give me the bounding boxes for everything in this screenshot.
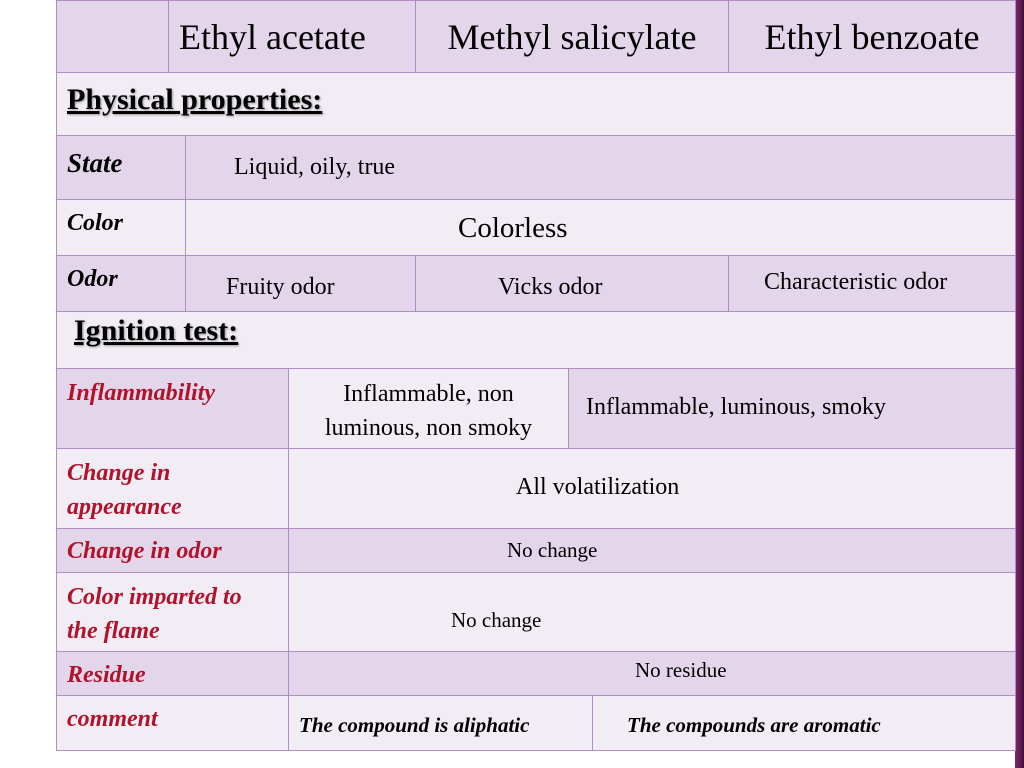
row-flame-label-line2: the flame (67, 618, 160, 644)
row-odor-change-label: Change in odor (67, 538, 222, 564)
row-appearance-label-line1: Change in (67, 460, 171, 486)
row-appearance-label-cell (56, 448, 289, 529)
header-ethyl-acetate-text: Ethyl acetate (179, 16, 366, 57)
row-state-label: State (67, 148, 123, 178)
row-inflammability-aliphatic-cell (288, 368, 569, 449)
header-ethyl-acetate (168, 0, 416, 73)
row-residue-label: Residue (67, 662, 146, 688)
row-residue-label-cell (56, 651, 289, 696)
row-state-value-cell (185, 135, 1016, 200)
row-residue-value: No residue (635, 658, 727, 682)
row-odor-change-value-cell (288, 528, 1016, 573)
header-methyl-salicylate (415, 0, 729, 73)
row-odor-methyl-salicylate-cell (415, 255, 729, 312)
row-comment-aromatic-cell (592, 695, 1016, 751)
row-inflammability-label-cell (56, 368, 289, 449)
row-odor-change-value: No change (507, 538, 598, 562)
row-residue-value-cell (288, 651, 1016, 696)
row-odor-label: Odor (67, 266, 118, 292)
section-ignition-test (56, 311, 1016, 369)
header-methyl-salicylate-text: Methyl salicylate (447, 16, 697, 57)
row-flame-value: No change (451, 608, 542, 632)
row-comment-aliphatic-cell (288, 695, 593, 751)
section-ignition-title: Ignition test: (74, 314, 239, 347)
row-inflammability-aliphatic-line1: Inflammable, non (343, 381, 514, 407)
row-odor-change-label-cell (56, 528, 289, 573)
row-comment-aromatic: The compounds are aromatic (627, 713, 881, 737)
row-appearance-value-cell (288, 448, 1016, 529)
row-color-value: Colorless (458, 212, 568, 244)
row-inflammability-aliphatic-line2: luminous, non smoky (324, 415, 533, 441)
row-appearance-label-line2: appearance (67, 494, 182, 520)
row-inflammability-aromatic: Inflammable, luminous, smoky (586, 394, 886, 420)
row-odor-ethyl-acetate: Fruity odor (226, 274, 335, 300)
row-flame-label-cell (56, 572, 289, 652)
row-comment-aliphatic: The compound is aliphatic (299, 713, 530, 737)
header-ethyl-benzoate-text: Ethyl benzoate (764, 16, 980, 57)
decorative-side-bar (1015, 0, 1024, 768)
row-odor-methyl-salicylate: Vicks odor (498, 274, 603, 300)
row-color-label-cell (56, 199, 186, 256)
row-inflammability-label: Inflammability (67, 380, 216, 406)
row-odor-label-cell (56, 255, 186, 312)
row-inflammability-aromatic-cell (568, 368, 1016, 449)
section-physical-title: Physical properties: (67, 83, 323, 116)
row-appearance-value: All volatilization (516, 474, 680, 500)
header-corner-cell (56, 0, 169, 73)
row-flame-label-line1: Color imparted to (67, 584, 242, 610)
page-margin (0, 0, 56, 768)
row-comment-label: comment (67, 706, 158, 732)
row-color-label: Color (67, 210, 124, 236)
row-state-value: Liquid, oily, true (234, 154, 396, 180)
row-flame-value-cell (288, 572, 1016, 652)
row-odor-ethyl-benzoate-cell (728, 255, 1016, 312)
row-color-value-cell (185, 199, 1016, 256)
row-odor-ethyl-acetate-cell (185, 255, 416, 312)
section-physical-properties (56, 72, 1016, 136)
row-odor-ethyl-benzoate: Characteristic odor (764, 269, 948, 295)
row-comment-label-cell (56, 695, 289, 751)
header-ethyl-benzoate (728, 0, 1016, 73)
row-state-label-cell (56, 135, 186, 200)
